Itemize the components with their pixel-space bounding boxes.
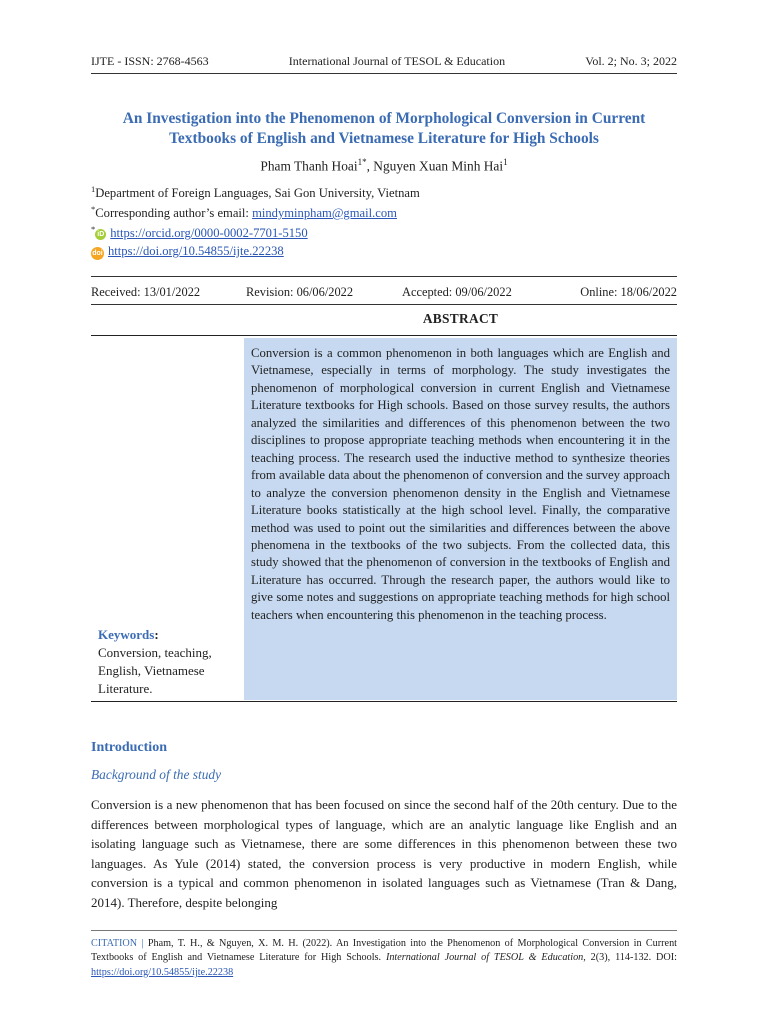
email-link[interactable]: mindyminpham@gmail.com [252,206,397,221]
citation-journal: International Journal of TESOL & Education [385,952,584,964]
header-rule [91,73,677,74]
abstract-top-rule [91,335,677,336]
department-text: Department of Foreign Languages, Sai Gon University, Vietnam [95,186,420,201]
introduction-paragraph: Conversion is a new phenomenon that has been focused on since the second half of the 20th century. Due to the differences between morphological types of language, which are an analytic language like English and an isolating language such as Vietnamese, there are some differences in this phenomenon between these two languages. As Yule (2014) stated, the conversion process is very productive in modern English, while conversion is a typical and common phenomenon in isolated languages such as Vietnamese (Tran & Dang, 2014). Therefore, despite belonging [91,797,677,910]
citation-text: Pham, T. H., & Nguyen, X. M. H. (2022). An Investigation into the Phenomenon of Morphological Conversion in Current Textbooks of English and Vietnamese Literature for High Schools. [91,938,677,964]
dates-top-rule [91,276,677,277]
running-header [91,54,677,69]
article-title [91,109,677,149]
journal-name: International Journal of TESOL & Education [288,54,506,68]
author-2-sup: 1 [503,157,508,167]
online-date: Online: 18/06/2022 [580,285,677,299]
keywords-block [98,626,240,698]
author-1: Pham Thanh Hoai [260,158,358,174]
author-separator: , [366,158,374,174]
revision-date: Revision: 06/06/2022 [246,285,354,299]
received-date: Received: 13/01/2022 [91,285,201,299]
author-1-sup: 1* [357,157,367,167]
citation-label: CITATION | [91,938,148,949]
volume-label: Vol. 2; No. 3; 2022 [585,54,677,68]
keywords-colon: : [154,627,159,642]
doi-icon: doi [91,247,104,260]
orcid-icon: iD [97,231,105,239]
author-list [91,157,677,174]
abstract-bottom-rule [91,701,677,702]
introduction-heading: Introduction [91,740,167,755]
keywords-value: Conversion, teaching, English, Vietnamese Literature. [98,645,212,696]
affiliation-department [91,184,420,201]
affiliation-sup: 1 [91,184,96,194]
accepted-date: Accepted: 09/06/2022 [402,285,512,299]
issn-label: IJTE - ISSN: 2768-4563 [91,54,209,68]
citation-rule [91,930,677,931]
title-line-2: Textbooks of English and Vietnamese Literature for High Schools [169,130,599,147]
keywords-label: Keywords [98,627,155,642]
background-subheading: Background of the study [91,767,222,782]
doi-link[interactable]: https://doi.org/10.54855/ijte.22238 [108,244,284,258]
orcid-line [91,224,308,241]
corresponding-author [91,204,397,221]
abstract-heading: ABSTRACT [422,311,499,326]
citation-volume: , 2(3), 114-132. DOI: [583,952,677,964]
abstract-text: Conversion is a common phenomenon in both languages which are English and Vietnamese, especially in terms of morphology. The study investigates the phenomenon of morphological conversion in current English and Vietnamese Literature textbooks for High schools. Based on those survey results, the authors analyzed the similarities and differences of this phenomenon between the two disciplines to propose appropriate teaching methods when encountering it in the teaching process. The research used the inductive method to synthesize theories from available data about the phenomenon of conversion and the survey approach to analyze the conversion phenomenon density in the English and Vietnamese Literature books statistically at the high school level. Finally, the comparative method was used to point out the similarities and differences between the above phenomena in the textbooks of the two subjects. From the collected data, this study showed that the phenomenon of conversion in the textbooks of English and Literature has occurred. Through the research paper, the authors would like to give some notes and suggestions on appropriate teaching methods for high school teachers when encountering this phenomenon in the teaching process. [251,346,670,622]
title-line-1: An Investigation into the Phenomenon of Morphological Conversion in Current [122,110,646,127]
doi-line [91,244,284,260]
orcid-sup: * [91,224,96,234]
dates-bottom-rule [91,304,677,305]
citation-doi-link[interactable]: https://doi.org/10.54855/ijte.22238 [91,966,234,978]
citation-block [91,937,677,980]
orcid-link[interactable]: https://orcid.org/0000-0002-7701-5150 [110,226,308,241]
author-2: Nguyen Xuan Minh Hai [373,158,504,174]
corresponding-sup: * [91,204,96,214]
corresponding-label: Corresponding author’s email: [95,206,253,221]
